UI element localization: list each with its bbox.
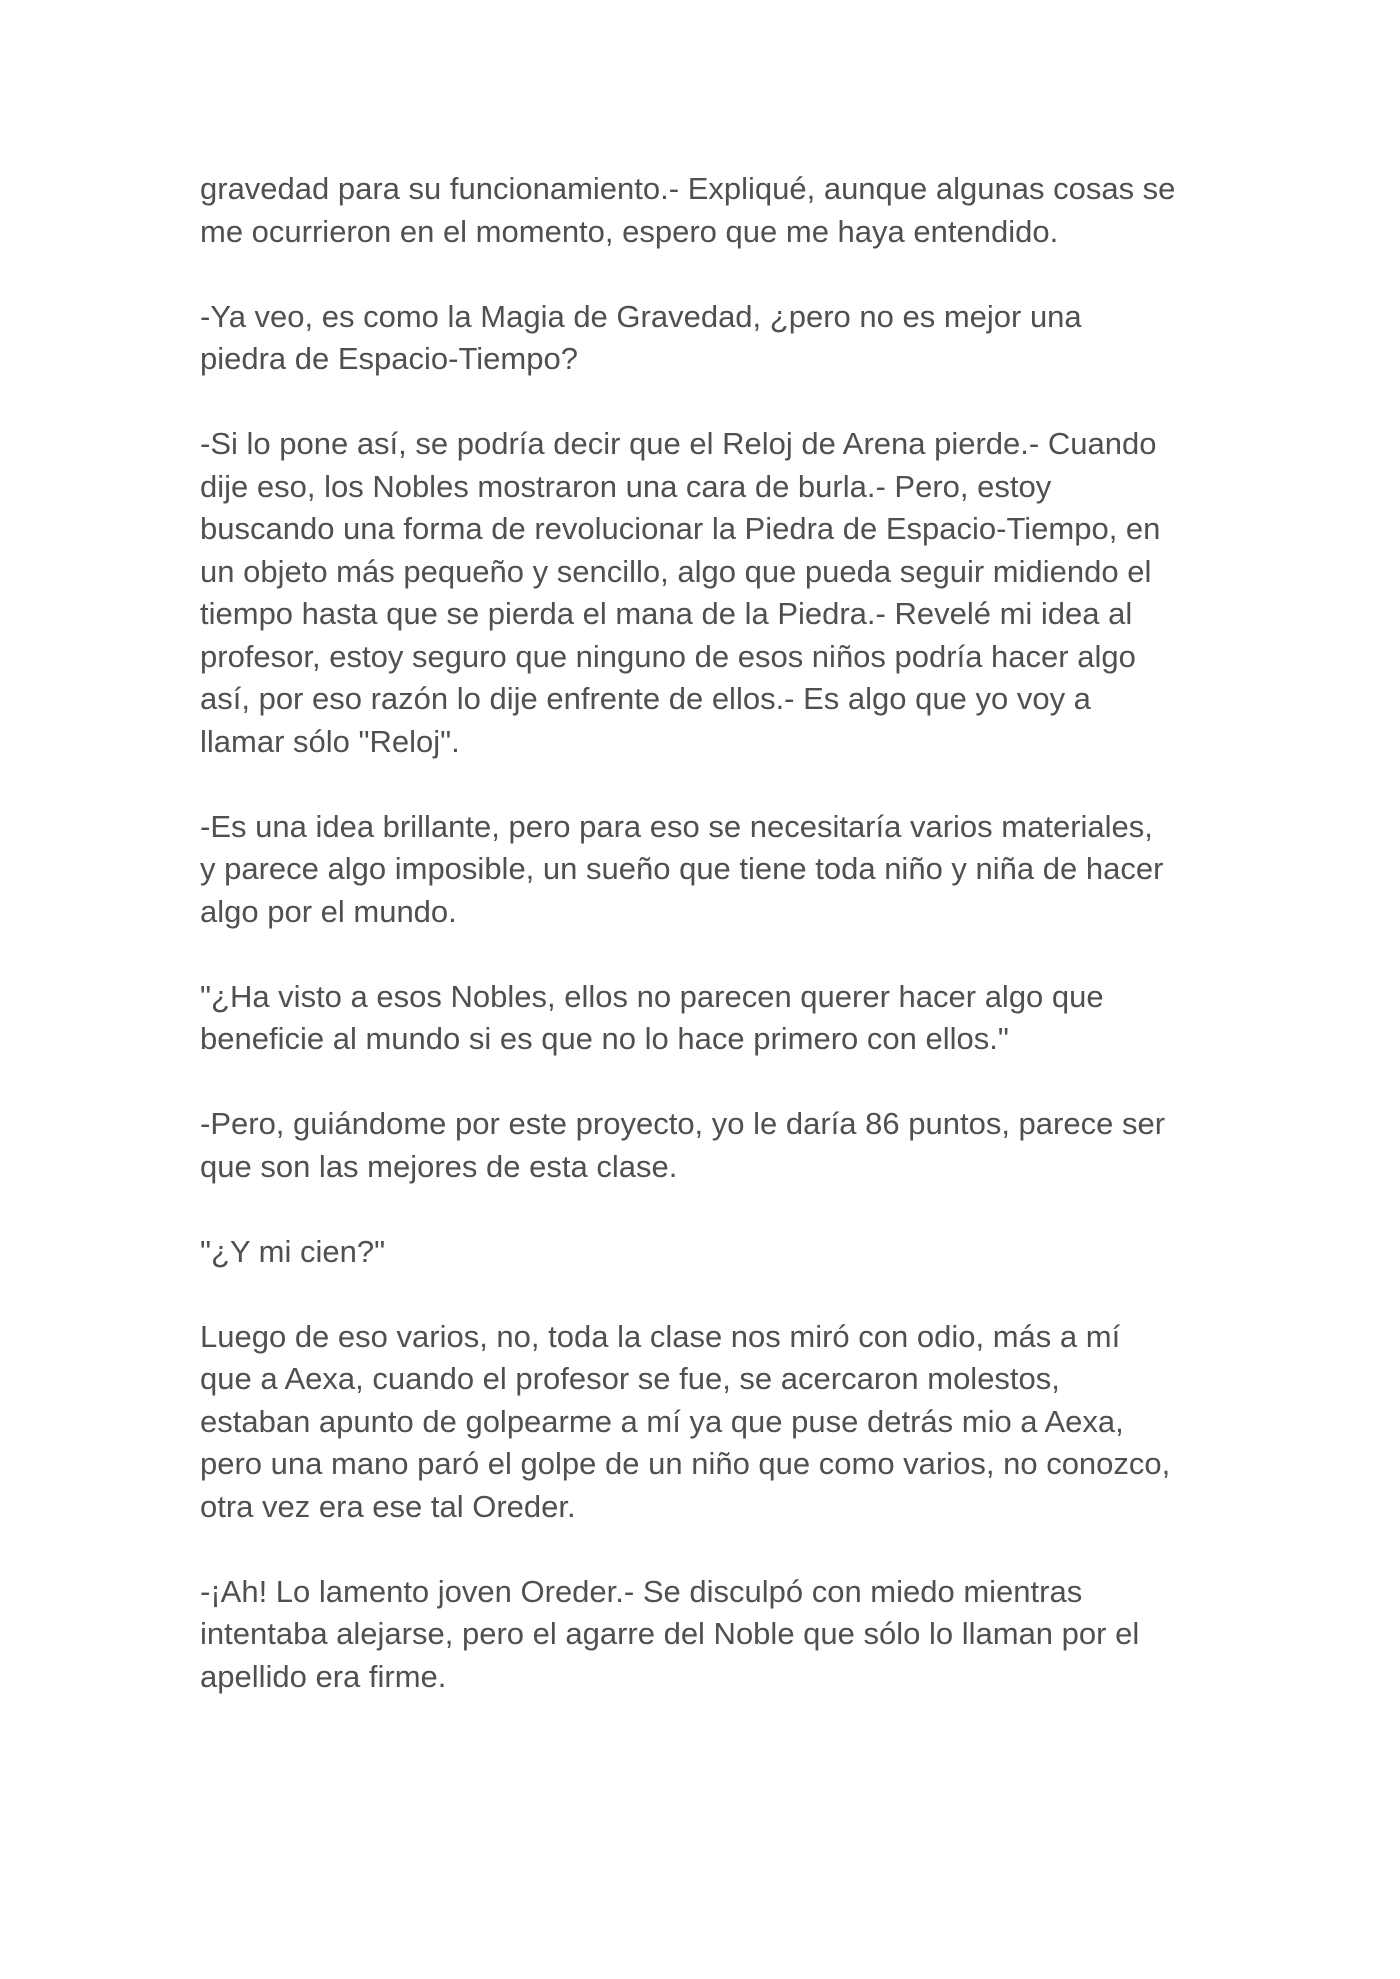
document-body [200,168,1220,1741]
text-line: así, por eso razón lo dije enfrente de ellos.- Es algo que yo voy a [200,681,1091,716]
text-line: gravedad para su funcionamiento.- Expliqué, aunque algunas cosas se [200,171,1176,206]
paragraph [200,806,1220,934]
paragraph [200,1231,1220,1274]
text-line: intentaba alejarse, pero el agarre del Noble que sólo lo llaman por el [200,1616,1140,1651]
text-line: algo por el mundo. [200,893,457,929]
text-line: piedra de Espacio-Tiempo? [200,341,578,376]
paragraph [200,1316,1220,1529]
text-line: Luego de eso varios, no, toda la clase nos miró con odio, más a mí [200,1318,1121,1354]
text-line: -¡Ah! Lo lamento joven Oreder.- Se disculpó con miedo mientras [200,1573,1083,1609]
text-line: profesor, estoy seguro que ninguno de esos niños podría hacer algo [200,638,1136,674]
paragraph [200,423,1220,763]
text-line: beneficie al mundo si es que no lo hace primero con ellos." [200,1021,1009,1056]
text-line: me ocurrieron en el momento, espero que me haya entendido. [200,213,1059,249]
paragraph [200,1103,1220,1188]
text-line: tiempo hasta que se pierda el mana de la Piedra.- Revelé mi idea al [200,596,1133,631]
text-line: apellido era firme. [200,1658,447,1694]
paragraph [200,976,1220,1061]
text-line: "¿Y mi cien?" [200,1233,386,1269]
text-line: otra vez era ese tal Oreder. [200,1488,576,1524]
text-line: -Es una idea brillante, pero para eso se necesitaría varios materiales, [200,808,1153,844]
text-line: un objeto más pequeño y sencillo, algo que pueda seguir midiendo el [200,553,1152,589]
paragraph [200,1571,1220,1699]
text-line: pero una mano paró el golpe de un niño que como varios, no conozco, [200,1446,1171,1481]
text-line: y parece algo imposible, un sueño que tiene toda niño y niña de hacer [200,851,1164,886]
text-line: -Ya veo, es como la Magia de Gravedad, ¿pero no es mejor una [200,298,1082,334]
text-line: dije eso, los Nobles mostraron una cara de burla.- Pero, estoy [200,468,1052,504]
text-line: -Pero, guiándome por este proyecto, yo le daría 86 puntos, parece ser [200,1106,1166,1141]
text-line: buscando una forma de revolucionar la Piedra de Espacio-Tiempo, en [200,511,1161,546]
text-line: estaban apunto de golpearme a mí ya que puse detrás mio a Aexa, [200,1403,1124,1439]
text-line: que son las mejores de esta clase. [200,1148,678,1184]
text-line: que a Aexa, cuando el profesor se fue, se acercaron molestos, [200,1361,1060,1396]
text-line: llamar sólo "Reloj". [200,723,460,759]
text-line: -Si lo pone así, se podría decir que el Reloj de Arena pierde.- Cuando [200,426,1157,461]
paragraph [200,168,1220,253]
text-line: "¿Ha visto a esos Nobles, ellos no parecen querer hacer algo que [200,978,1104,1014]
paragraph [200,296,1220,381]
